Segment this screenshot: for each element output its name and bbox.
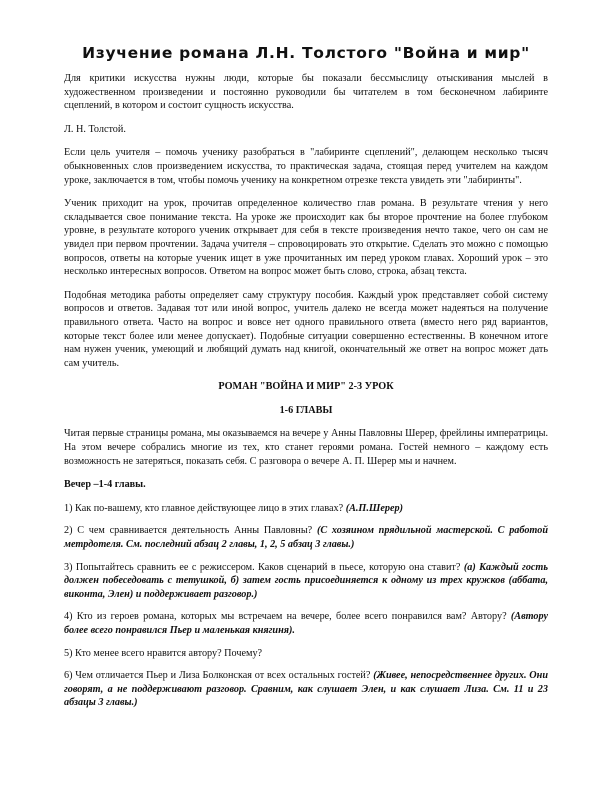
question-text: 3) Попытайтесь сравнить ее с режиссером. Каков сценарий в пьесе, которую она ставит? (64, 561, 461, 573)
question-item (64, 502, 548, 516)
question-item (64, 647, 548, 661)
paragraph: Подобная методика работы определяет саму структуру пособия. Каждый урок представляет собой систему вопросов и ответов. Задавая тот или иной вопрос, учитель далеко не всегда может надеяться на получение правильного ответа. Часто на вопрос и вовсе нет одного правильного ответа (вместо него ряд вариантов, которые текст более или менее допускает). Подобные ситуации совершенно естественны. В конечном итоге нам нужен ученик, умеющий и любящий думать над книгой, окончательный же ответ на вопрос может дать сам учитель. (64, 289, 548, 369)
question-text: 4) Кто из героев романа, которых мы встречаем на вечере, более всего понравился вам? Автору? (64, 611, 507, 623)
paragraph: Ученик приходит на урок, прочитав определенное количество глав романа. В результате чтения у него складывается свое понимание текста. На уроке же происходит как бы второе прочтение на более глубоком уровне, в результате которого ученик открывает для себя в тексте произведения нечто такое, чего он сам не увидел при первом прочтении. Задача учителя – спровоцировать это открытие. Сделать это можно с помощью вопросов, ответы на которые ученик ищет в уже прочитанных им перед уроком главах. Хороший урок – это несколько интересных вопросов. Ответом на вопрос может быть слово, строка, абзац текста. (64, 198, 548, 278)
answer-text: (Автору более всего понравился Пьер и маленькая княгиня). (64, 611, 549, 636)
intro-paragraph: Читая первые страницы романа, мы оказываемся на вечере у Анны Павловны Шерер, фрейлины императрицы. На этом вечере собрались многие из тех, кто станет героями романа. Гостей немного – каждому есть возможность не затеряться, показать себя. С разговора о вечере А. П. Шерер мы и начнем. (64, 428, 548, 467)
paragraph: Если цель учителя – помочь ученику разобраться в "лабиринте сцеплений", делающем несколько тысяч обыкновенных слов произведением искусства, то практическая задача, стоящая перед учителем на каждом уроке, заключается в том, чтобы помочь ученику на конкретном отрезке текста увидеть эти "лабиринты". (64, 147, 548, 186)
question-text: 2) С чем сравнивается деятельность Анны Павловны? (64, 525, 313, 537)
question-text: 6) Чем отличается Пьер и Лиза Болконская от всех остальных гостей? (64, 670, 371, 682)
subsection-heading: 1-6 ГЛАВЫ (279, 404, 333, 416)
question-text: 5) Кто менее всего нравится автору? Почему? (64, 647, 263, 659)
question-item (64, 669, 548, 710)
epigraph: Для критики искусства нужны люди, которые бы показали бессмыслицу отыскивания мыслей в художественном произведении и постоянно руководили бы читателем в том бесконечном лабиринте сцеплений, в котором и состоит сущность искусства. (64, 73, 548, 112)
answer-text: (С хозяином прядильной мастерской. С работой метрдотеля. См. последний абзац 2 главы, 1, 2, 5 абзац 3 главы.) (64, 525, 548, 551)
answer-text: (Живее, непосредственнее других. Они говорят, а не поддерживают разговор. Сравним, как слушает Элен, и как слушает Лиза. См. 11 и 23 абзацы 3 главы.) (64, 670, 548, 709)
document-title: Изучение романа Л.Н. Толстого "Война и мир" (82, 44, 530, 62)
evening-label: Вечер –1-4 главы. (64, 479, 146, 491)
answer-text: (а) Каждый гость должен побеседовать с тетушкой, б) затем гость присоединяется к одному из трех кружков (аббата, виконта, Элен) и поддерживает разговор.) (64, 561, 549, 600)
question-item (64, 561, 548, 602)
epigraph-author: Л. Н. Толстой. (64, 123, 126, 135)
answer-text: (А.П.Шерер) (345, 502, 403, 514)
question-text: 1) Как по-вашему, кто главное действующее лицо в этих главах? (64, 502, 344, 514)
question-item (64, 524, 548, 551)
section-heading: РОМАН "ВОЙНА И МИР" 2-3 УРОК (218, 381, 394, 393)
question-item (64, 610, 548, 637)
